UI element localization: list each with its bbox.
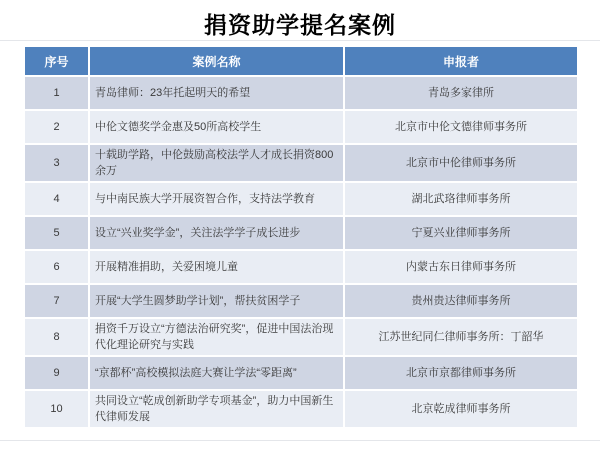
table-row [25,111,577,145]
page-title: 捐资助学提名案例 [204,12,396,38]
row-number: 10 [25,391,90,429]
row-number: 7 [25,285,90,319]
title-divider [0,40,600,41]
applicant: 内蒙古东日律师事务所 [345,251,577,285]
applicant: 北京市中伦文德律师事务所 [345,111,577,145]
row-number: 1 [25,77,90,111]
table-row [25,183,577,217]
row-number: 5 [25,217,90,251]
applicant: 北京乾成律师事务所 [345,391,577,429]
column-header-applicant: 申报者 [345,47,577,77]
case-name: 青岛律师：23年托起明天的希望 [90,77,345,111]
column-header-no: 序号 [25,47,90,77]
table-row [25,217,577,251]
case-name: 中伦文德奖学金惠及50所高校学生 [90,111,345,145]
row-number: 3 [25,145,90,183]
case-name: 十载助学路，中伦鼓励高校法学人才成长捐资800余万 [90,145,345,183]
table-row [25,319,577,357]
table-row [25,251,577,285]
column-header-case: 案例名称 [90,47,345,77]
applicant: 江苏世纪同仁律师事务所：丁韶华 [345,319,577,357]
row-number: 6 [25,251,90,285]
applicant: 贵州贵达律师事务所 [345,285,577,319]
table-row [25,391,577,429]
case-name: 共同设立“乾成创新助学专项基金”，助力中国新生代律师发展 [90,391,345,429]
row-number: 8 [25,319,90,357]
case-name: 与中南民族大学开展资智合作，支持法学教育 [90,183,345,217]
table-row [25,357,577,391]
case-name: “京都杯”高校模拟法庭大赛让学法“零距离” [90,357,345,391]
applicant: 北京市京都律师事务所 [345,357,577,391]
row-number: 4 [25,183,90,217]
applicant: 宁夏兴业律师事务所 [345,217,577,251]
header-row [25,47,577,77]
row-number: 2 [25,111,90,145]
case-name: 捐资千万设立“方德法治研究奖”，促进中国法治现代化理论研究与实践 [90,319,345,357]
table-row [25,285,577,319]
bottom-divider [0,440,600,441]
cases-table [25,47,577,429]
table-row [25,77,577,111]
applicant: 青岛多家律所 [345,77,577,111]
case-name: 开展“大学生圆梦助学计划”，帮扶贫困学子 [90,285,345,319]
case-name: 开展精准捐助，关爱困境儿童 [90,251,345,285]
applicant: 湖北武珞律师事务所 [345,183,577,217]
applicant: 北京市中伦律师事务所 [345,145,577,183]
case-name: 设立“兴业奖学金”，关注法学学子成长进步 [90,217,345,251]
row-number: 9 [25,357,90,391]
table-row [25,145,577,183]
